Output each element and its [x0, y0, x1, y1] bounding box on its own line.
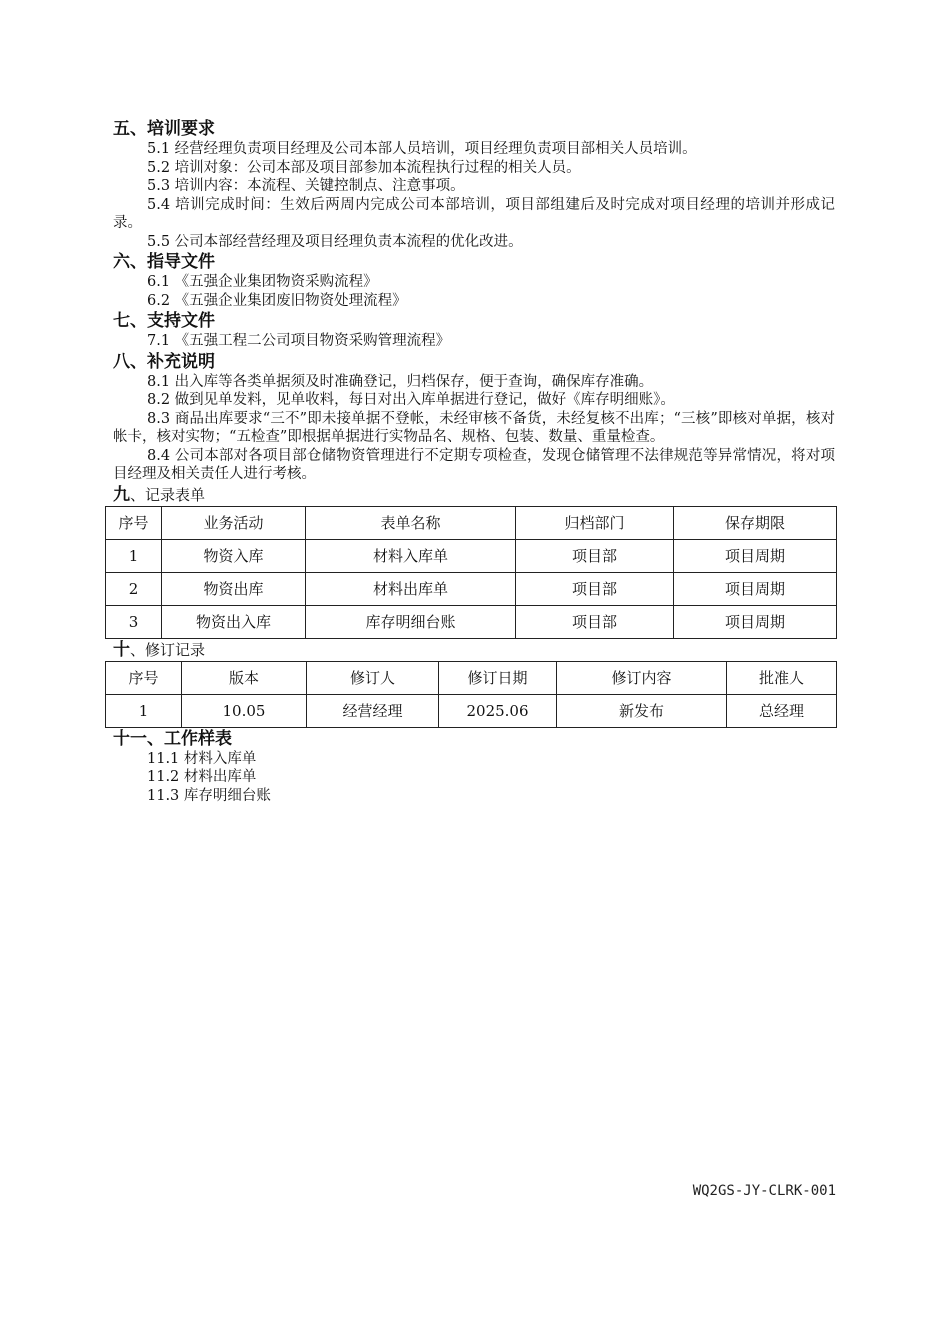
table-row [106, 539, 837, 572]
records-header-cell: 业务活动 [162, 506, 306, 539]
records-cell: 库存明细台账 [306, 605, 516, 638]
section-10-heading-text: 、修订记录 [130, 640, 206, 659]
table-row [106, 694, 837, 727]
document-code: WQ2GS-JY-CLRK-001 [692, 1183, 836, 1199]
records-cell: 项目周期 [674, 572, 837, 605]
revision-table [105, 661, 837, 728]
section-5-item: 5.4 培训完成时间：生效后两周内完成公司本部培训，项目部组建后及时完成对项目经理的培训并形成记录。 [113, 196, 835, 231]
table-row [106, 572, 837, 605]
records-cell: 1 [106, 539, 162, 572]
revision-cell: 10.05 [182, 694, 307, 727]
section-6-item: 6.2 《五强企业集团废旧物资处理流程》 [147, 292, 407, 309]
revision-header-cell: 修订人 [307, 661, 439, 694]
section-8-item: 8.1 出入库等各类单据须及时准确登记，归档保存，便于查询，确保库存准确。 [147, 373, 654, 390]
section-8-item: 8.3 商品出库要求“三不”即未接单据不登帐，未经审核不备货，未经复核不出库；“三核”即核对单据，核对帐卡，核对实物；“五检查”即根据单据进行实物品名、规格、包装、数量、重量检查。 [113, 410, 835, 445]
records-cell: 物资出入库 [162, 605, 306, 638]
section-5-item: 5.3 培训内容：本流程、关键控制点、注意事项。 [147, 178, 465, 194]
section-11-item: 11.1 材料入库单 [147, 750, 257, 767]
revision-header-cell: 修订日期 [439, 661, 557, 694]
records-cell: 项目周期 [674, 605, 837, 638]
document-content [113, 118, 835, 805]
section-10-heading [113, 639, 835, 661]
section-5-item: 5.1 经营经理负责项目经理及公司本部人员培训，项目经理负责项目部相关人员培训。 [147, 141, 697, 157]
revision-header-cell: 修订内容 [557, 661, 727, 694]
records-header-cell: 保存期限 [674, 506, 837, 539]
records-cell: 物资出库 [162, 572, 306, 605]
records-cell: 项目部 [516, 539, 674, 572]
records-cell: 材料入库单 [306, 539, 516, 572]
records-table [105, 506, 837, 639]
section-11-item: 11.3 库存明细台账 [147, 787, 271, 804]
section-6-item: 6.1 《五强企业集团物资采购流程》 [147, 274, 378, 290]
section-9-heading [113, 484, 835, 506]
records-header-cell: 表单名称 [306, 506, 516, 539]
records-cell: 项目周期 [674, 539, 837, 572]
section-8-item: 8.2 做到见单发料，见单收料，每日对出入库单据进行登记，做好《库存明细账》。 [147, 392, 675, 408]
records-cell: 3 [106, 605, 162, 638]
section-7-heading: 七、支持文件 [113, 311, 215, 331]
section-9-heading-text: 、记录表单 [130, 485, 206, 504]
section-11-heading: 十一、工作样表 [113, 728, 232, 749]
section-7-item: 7.1 《五强工程二公司项目物资采购管理流程》 [147, 333, 451, 349]
records-cell: 材料出库单 [306, 572, 516, 605]
section-6-heading: 六、指导文件 [113, 252, 215, 272]
section-11-item: 11.2 材料出库单 [147, 769, 257, 785]
section-8-heading: 八、补充说明 [113, 351, 215, 372]
section-5-item: 5.5 公司本部经营经理及项目经理负责本流程的优化改进。 [147, 233, 523, 250]
revision-cell: 2025.06 [439, 694, 557, 727]
records-cell: 2 [106, 572, 162, 605]
records-cell: 物资入库 [162, 539, 306, 572]
revision-cell: 经营经理 [307, 694, 439, 727]
revision-cell: 新发布 [557, 694, 727, 727]
section-9-heading-number: 九 [113, 484, 130, 505]
table-row [106, 605, 837, 638]
revision-table-header-row [106, 661, 837, 694]
records-cell: 项目部 [516, 605, 674, 638]
section-5-heading: 五、培训要求 [113, 119, 215, 139]
records-header-cell: 归档部门 [516, 506, 674, 539]
revision-cell: 1 [106, 694, 182, 727]
section-5-item: 5.2 培训对象：公司本部及项目部参加本流程执行过程的相关人员。 [147, 159, 581, 176]
records-cell: 项目部 [516, 572, 674, 605]
revision-cell: 总经理 [727, 694, 837, 727]
revision-header-cell: 序号 [106, 661, 182, 694]
records-table-header-row [106, 506, 837, 539]
revision-header-cell: 版本 [182, 661, 307, 694]
revision-header-cell: 批准人 [727, 661, 837, 694]
records-header-cell: 序号 [106, 506, 162, 539]
section-8-item: 8.4 公司本部对各项目部仓储物资管理进行不定期专项检查，发现仓储管理不法律规范等异常情况，将对项目经理及相关责任人进行考核。 [113, 447, 835, 482]
section-10-heading-number: 十 [113, 639, 130, 660]
